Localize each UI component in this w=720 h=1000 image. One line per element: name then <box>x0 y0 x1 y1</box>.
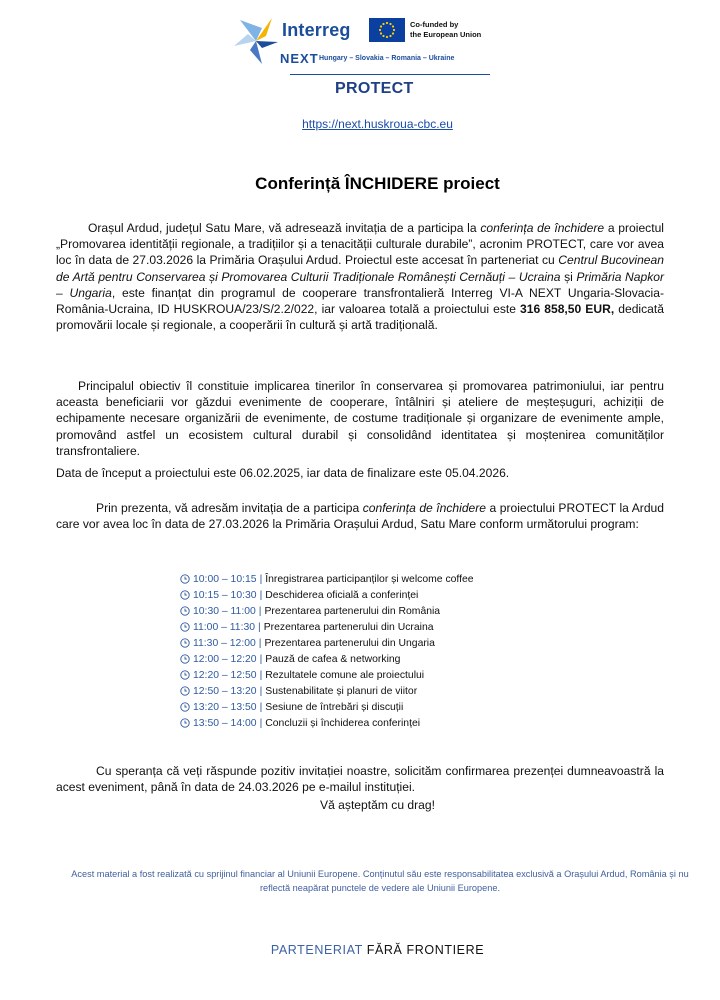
schedule-activity: Prezentarea partenerului din Ungaria <box>264 637 435 649</box>
schedule-time: 10:30 – 11:00 <box>193 605 256 617</box>
clock-icon <box>180 590 190 600</box>
schedule-activity: Deschiderea oficială a conferinței <box>265 589 419 601</box>
next-countries: Hungary – Slovakia – Romania – Ukraine <box>319 55 455 62</box>
clock-icon <box>180 606 190 616</box>
schedule-separator: | <box>259 701 263 713</box>
schedule-separator: | <box>259 573 263 585</box>
schedule-item <box>180 715 540 731</box>
schedule-time: 13:20 – 13:50 <box>193 701 257 713</box>
schedule-activity: Concluzii și închiderea conferinței <box>265 717 421 729</box>
schedule-item <box>180 651 540 667</box>
paragraph-intro: Orașul Ardud, județul Satu Mare, vă adresează invitația de a participa la conferința de închidere a proiectul „Promovarea identității regionale, a tradițiilor și a tenacității culturale durabile”, acronim PROTECT, care vor avea loc în data de 27.03.2026 la Primăria Orașului Ardud. Proiectul este accesat în parteneriat cu Centrul Bucovinean de Artă pentru Conservarea și Promovarea Culturii Tradiționale Românești Cernăuți – Ucraina și Primăria Napkor – Ungaria, este finanțat din programul de cooperare transfrontalieră Interreg VI-A NEXT Ungaria-Slovacia-România-Ucraina, ID HUSKROUA/23/S/2.2/022, iar valoarea totală a proiectului este 316 858,50 EUR, dedicată promovării locale și regionale, a cooperării în cultură și artă tradițională. <box>56 221 664 333</box>
schedule-time: 12:20 – 12:50 <box>193 669 257 681</box>
clock-icon <box>180 654 190 664</box>
clock-icon <box>180 622 190 632</box>
schedule-separator: | <box>259 685 263 697</box>
schedule-activity: Rezultatele comune ale proiectului <box>265 669 425 681</box>
schedule-separator: | <box>259 589 263 601</box>
partnership-slogan <box>0 943 720 957</box>
eu-line-1: Co-funded by <box>410 20 459 29</box>
schedule-time: 10:00 – 10:15 <box>193 573 257 585</box>
eu-line-2: the European Union <box>410 30 482 39</box>
schedule-item <box>180 699 540 715</box>
eu-cofunded-text <box>410 20 481 40</box>
slogan-part-1: PARTENERIAT <box>270 943 363 957</box>
closing-line: Vă așteptăm cu drag! <box>320 798 435 812</box>
program-schedule <box>180 571 540 731</box>
next-label: NEXT <box>280 51 319 66</box>
schedule-time: 10:15 – 10:30 <box>193 589 257 601</box>
paragraph-invitation: Prin prezenta, vă adresăm invitația de a participa conferința de închidere a proiectului PROTECT la Ardud care vor avea loc în data de 27.03.2026 la Primăria Orașului Ardud, Satu Mare conform următorului program: <box>56 501 664 532</box>
schedule-activity: Pauză de cafea & networking <box>265 653 401 665</box>
clock-icon <box>180 638 190 648</box>
schedule-item <box>180 635 540 651</box>
schedule-activity: Prezentarea partenerului din Ucraina <box>263 621 434 633</box>
clock-icon <box>180 686 190 696</box>
schedule-item <box>180 603 540 619</box>
paragraph-confirmation: Cu speranța că veți răspunde pozitiv invitației noastre, solicităm confirmarea prezenței dumneavoastră la acest eveniment, până în data de 24.03.2026 pe e-mailul instituției. <box>56 764 664 795</box>
schedule-activity: Sustenabilitate și planuri de viitor <box>265 685 418 697</box>
schedule-activity: Prezentarea partenerului din România <box>264 605 441 617</box>
schedule-time: 11:00 – 11:30 <box>193 621 256 633</box>
schedule-item <box>180 587 540 603</box>
schedule-separator: | <box>259 653 263 665</box>
schedule-item <box>180 619 540 635</box>
schedule-separator: | <box>258 637 262 649</box>
eu-flag-icon <box>369 18 405 42</box>
schedule-item <box>180 683 540 699</box>
project-name: PROTECT <box>335 80 414 97</box>
schedule-separator: | <box>259 717 263 729</box>
schedule-time: 11:30 – 12:00 <box>193 637 256 649</box>
schedule-separator: | <box>259 669 263 681</box>
schedule-time: 12:50 – 13:20 <box>193 685 257 697</box>
paragraph-objective: Principalul obiectiv îl constituie implicarea tinerilor în conservarea și promovarea patrimoniului, iar pentru aceasta beneficiarii vor găzdui evenimente de cooperare, întâlniri și ateliere de meșteșuguri, achiziții de echipamente necesare organizării de evenimente, de costume tradiționale și organizare de evenimente ample, promovând astfel un ecosistem cultural durabil și consolidând identitatea și moștenirea comunităților transfrontaliere. <box>56 379 664 458</box>
page-header <box>232 14 494 102</box>
schedule-time: 13:50 – 14:00 <box>193 717 257 729</box>
program-url-link[interactable]: https://next.huskroua-cbc.eu <box>302 117 453 131</box>
schedule-item <box>180 667 540 683</box>
schedule-activity: Sesiune de întrebări și discuții <box>265 701 404 713</box>
schedule-separator: | <box>258 621 261 633</box>
schedule-activity: Înregistrarea participanților și welcome coffee <box>265 573 474 585</box>
paragraph-dates: Data de început a proiectului este 06.02.2025, iar data de finalizare este 05.04.2026. <box>56 466 510 480</box>
brand-name: Interreg <box>282 20 351 40</box>
schedule-item <box>180 571 540 587</box>
schedule-separator: | <box>258 605 262 617</box>
clock-icon <box>180 702 190 712</box>
clock-icon <box>180 574 190 584</box>
clock-icon <box>180 718 190 728</box>
clock-icon <box>180 670 190 680</box>
document-title: Conferință ÎNCHIDERE proiect <box>255 174 500 193</box>
header-divider <box>290 74 490 75</box>
eu-disclaimer: Acest material a fost realizată cu sprijinul financiar al Uniunii Europene. Conținutul său este responsabilitatea exclusivă a Orașului Ardud, România și nu reflectă neapărat punctele de vedere ale Uniunii Europene. <box>71 869 689 893</box>
schedule-time: 12:00 – 12:20 <box>193 653 257 665</box>
interreg-star-icon <box>232 16 280 66</box>
slogan-part-2: FĂRĂ FRONTIERE <box>366 943 485 957</box>
